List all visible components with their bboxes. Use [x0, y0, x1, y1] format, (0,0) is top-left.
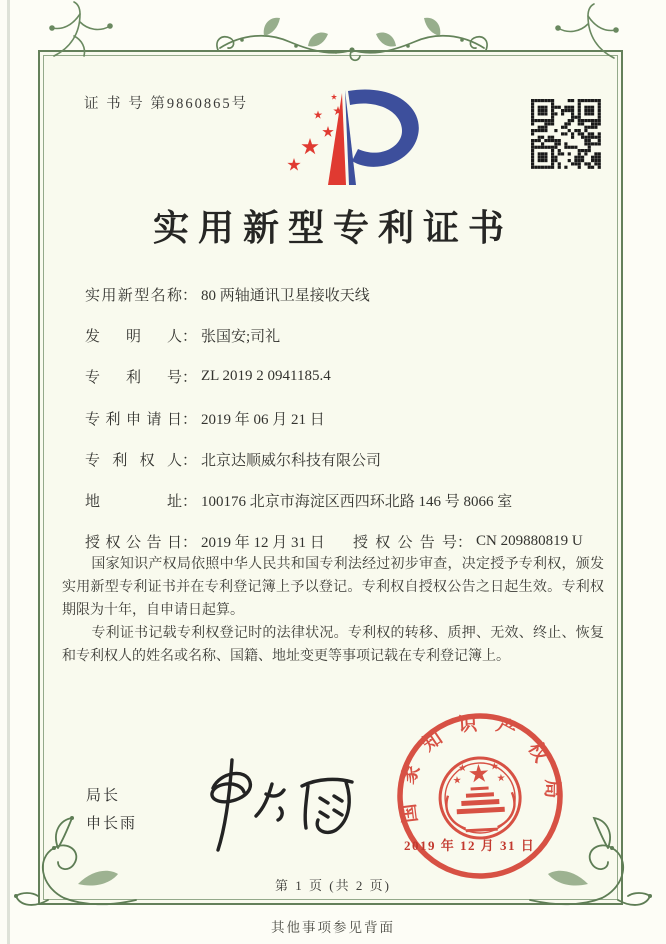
field-colon: ：: [182, 535, 198, 552]
seal-date: 2019 年 12 月 31 日: [404, 838, 536, 853]
field-row-name: [85, 274, 605, 315]
field-value: 2019 年 12 月 31 日: [201, 535, 325, 552]
field-label: 专利权人: [85, 452, 182, 469]
signer-title: 局长: [86, 788, 121, 804]
field-label: 实用新型名称: [85, 288, 182, 305]
field-value: 80 两轴通讯卫星接收天线: [201, 288, 370, 305]
field-value: 北京达顺威尔科技有限公司: [201, 452, 382, 469]
field-label: 专利号: [85, 370, 182, 387]
field-row-patentee: [85, 439, 605, 480]
field-row-patent-no: [85, 356, 605, 397]
field-colon: ：: [457, 535, 473, 552]
field-row-filing-date: [85, 398, 605, 439]
field-value: ZL 2019 2 0941185.4: [201, 368, 331, 385]
field-colon: ：: [182, 288, 198, 305]
seal-emblem: [438, 756, 522, 840]
legal-text-block: [62, 553, 604, 668]
field-label: 地址: [85, 494, 182, 511]
field-value: 张国安;司礼: [201, 329, 281, 346]
legal-paragraph: 国家知识产权局依照中华人民共和国专利法经过初步审查，决定授予专利权，颁发实用新型专利证书并在专利登记簿上予以登记。专利权自授权公告之日起生效。专利权期限为十年，自申请日起算。: [62, 557, 604, 618]
back-note: 其他事项参见背面: [271, 920, 395, 935]
field-row-inventor: [85, 315, 605, 356]
qr-code: [531, 99, 601, 169]
field-colon: ：: [182, 370, 198, 387]
field-value: 2019 年 06 月 21 日: [201, 411, 325, 428]
official-seal: [388, 704, 573, 889]
fields-block: [85, 274, 605, 562]
field-colon: ：: [182, 411, 198, 428]
field-row-address: [85, 480, 605, 521]
cnipa-logo: [268, 84, 440, 192]
legal-paragraph: 专利证书记载专利权登记时的法律状况。专利权的转移、质押、无效、终止、恢复和专利权人的姓名或名称、国籍、地址变更等事项记载在专利登记簿上。: [62, 626, 604, 664]
field-value: CN 209880819 U: [476, 533, 583, 550]
signer-name: 申长雨: [86, 816, 138, 832]
field-label: 授权公告日: [85, 535, 182, 552]
logo-p-bowl: [348, 90, 419, 167]
certificate-number: 证 书 号 第9860865号: [84, 96, 249, 112]
field-colon: ：: [182, 329, 198, 346]
grant-number: [353, 531, 583, 552]
field-label: 授权公告号: [353, 535, 457, 552]
signature-handwriting: [168, 750, 368, 860]
field-label: 发明人: [85, 329, 182, 346]
page-number: 第 1 页 (共 2 页): [275, 878, 391, 893]
field-colon: ：: [182, 494, 198, 511]
field-colon: ：: [182, 452, 198, 469]
field-label: 专利申请日: [85, 411, 182, 428]
field-value: 100176 北京市海淀区西四环北路 146 号 8066 室: [201, 494, 513, 511]
seal-text: 国家知识产权局: [396, 713, 563, 824]
paper-edge-shadow: [7, 0, 10, 944]
grant-date: [85, 531, 353, 552]
certificate-title: 实用新型专利证书: [152, 208, 513, 248]
